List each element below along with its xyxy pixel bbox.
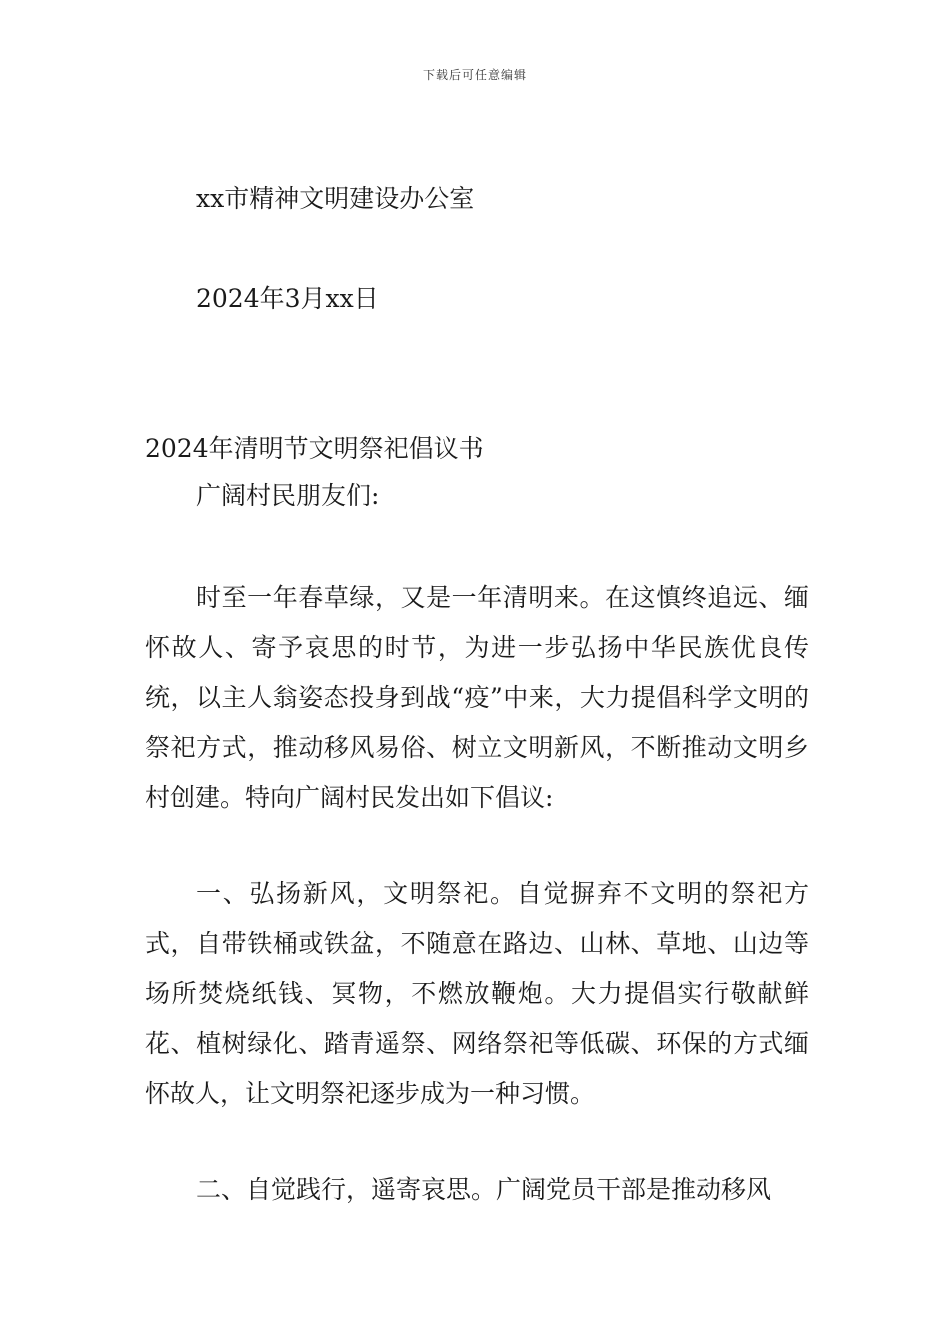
paragraph-intro: 时至一年春草绿，又是一年清明来。在这慎终追远、缅怀故人、寄予哀思的时节，为进一步弘扬中华民族优良传统，以主人翁姿态投身到战“疫”中来，大力提倡科学文明的祭祀方式，推动移风易俗、树立文明新风，不断推动文明乡村创建。特向广阔村民发出如下倡议: xyxy=(145,583,809,812)
salutation: 广阔村民朋友们: xyxy=(196,481,380,510)
header-note: 下载后可任意编辑 xyxy=(422,68,527,82)
signature-date: 2024年3月xx日 xyxy=(196,284,379,313)
paragraph-item-one: 一、弘扬新风，文明祭祀。自觉摒弃不文明的祭祀方式，自带铁桶或铁盆，不随意在路边、山林、草地、山边等场所焚烧纸钱、冥物，不燃放鞭炮。大力提倡实行敬献鲜花、植树绿化、踏青遥祭、网络祭祀等低碳、环保的方式缅怀故人，让文明祭祀逐步成为一种习惯。 xyxy=(145,879,809,1108)
signature-organization: xx市精神文明建设办公室 xyxy=(196,184,475,213)
document-title: 2024年清明节文明祭祀倡议书 xyxy=(145,434,484,463)
paragraph-item-two: 二、自觉践行，遥寄哀思。广阔党员干部是推动移风 xyxy=(196,1175,772,1204)
